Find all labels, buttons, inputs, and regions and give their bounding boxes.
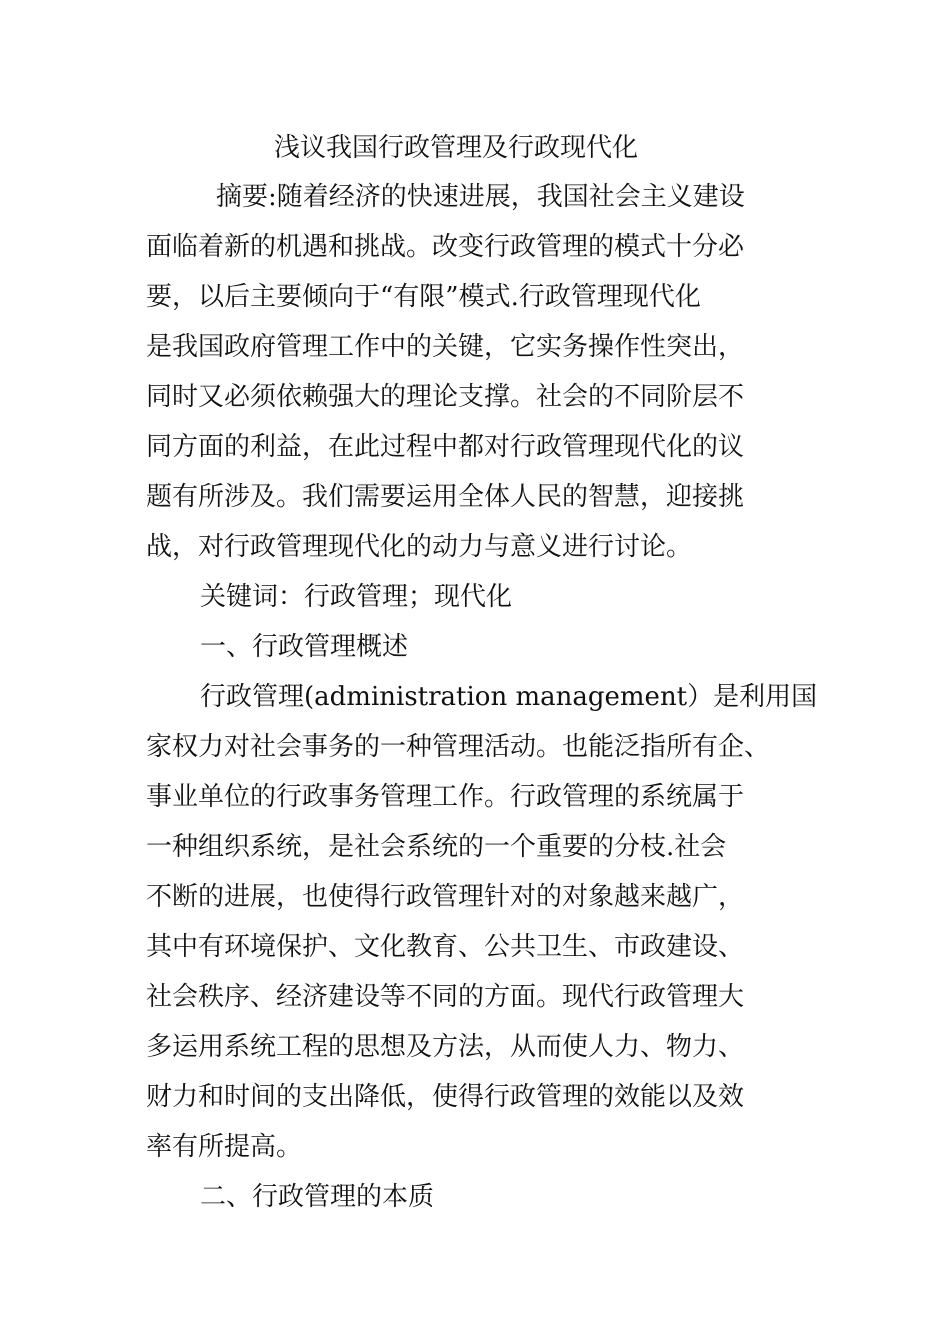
body-line-1: 行政管理(administration management）是利用国 — [200, 682, 818, 712]
body-line-4: 一种组织系统，是社会系统的一个重要的分枝.社会 — [146, 832, 727, 862]
body-line-3: 事业单位的行政事务管理工作。行政管理的系统属于 — [146, 782, 745, 812]
abstract-line-4: 是我国政府管理工作中的关键，它实务操作性突出， — [146, 332, 745, 362]
abstract-line-6: 同方面的利益，在此过程中都对行政管理现代化的议 — [146, 432, 745, 462]
abstract-line-3: 要，以后主要倾向于“有限”模式.行政管理现代化 — [146, 282, 701, 312]
keywords-line: 关键词：行政管理；现代化 — [200, 582, 513, 612]
body-line-8: 多运用系统工程的思想及方法，从而使人力、物力、 — [146, 1032, 745, 1062]
section-heading-1: 一、行政管理概述 — [200, 632, 409, 662]
body-line-2: 家权力对社会事务的一种管理活动。也能泛指所有企、 — [146, 732, 771, 762]
abstract-line-1: 摘要:随着经济的快速进展，我国社会主义建设 — [216, 182, 745, 212]
body-line-5: 不断的进展，也使得行政管理针对的对象越来越广， — [146, 882, 745, 912]
body-line-7: 社会秩序、经济建设等不同的方面。现代行政管理大 — [146, 982, 745, 1012]
body-line-6: 其中有环境保护、文化教育、公共卫生、市政建设、 — [146, 932, 745, 962]
section-heading-2: 二、行政管理的本质 — [200, 1182, 435, 1212]
body-line-10: 率有所提高。 — [146, 1132, 303, 1162]
body-line-9: 财力和时间的支出降低，使得行政管理的效能以及效 — [146, 1082, 745, 1112]
document-title: 浅议我国行政管理及行政现代化 — [274, 133, 639, 163]
abstract-line-7: 题有所涉及。我们需要运用全体人民的智慧，迎接挑 — [146, 482, 745, 512]
abstract-line-2: 面临着新的机遇和挑战。改变行政管理的模式十分必 — [146, 232, 745, 262]
abstract-line-8: 战，对行政管理现代化的动力与意义进行讨论。 — [146, 532, 693, 562]
abstract-line-5: 同时又必须依赖强大的理论支撑。社会的不同阶层不 — [146, 382, 745, 412]
